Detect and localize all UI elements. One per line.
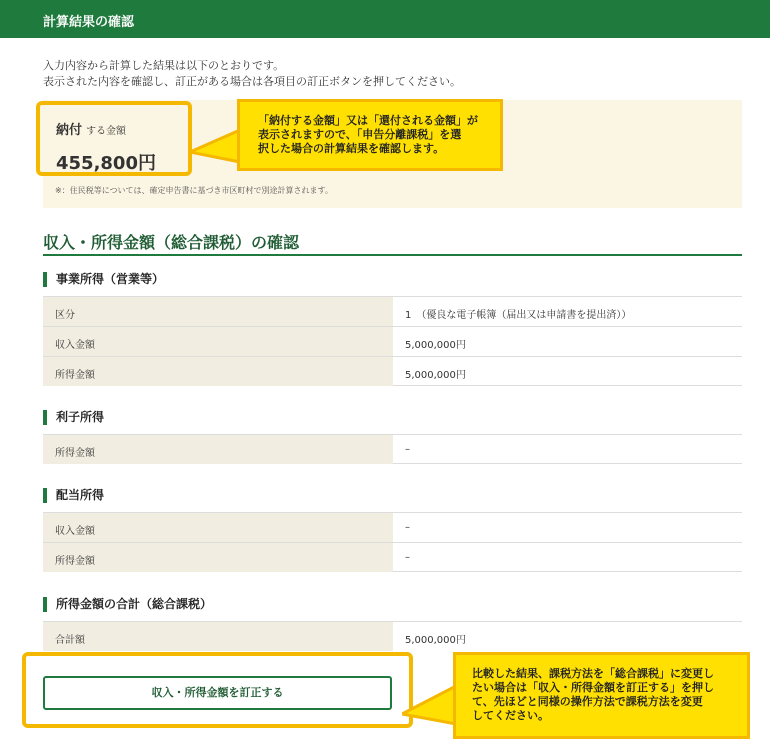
row-label: 区分	[43, 297, 393, 326]
row-label: 収入金額	[43, 513, 393, 542]
row-label: 所得金額	[43, 435, 393, 464]
intro-text	[43, 58, 461, 90]
row-value: –	[405, 444, 410, 455]
callout-top-line-3: 択した場合の計算結果を確認します。	[258, 142, 445, 155]
group-title-business: 事業所得（営業等）	[43, 272, 164, 287]
callout-top	[237, 99, 503, 171]
table-row	[43, 542, 742, 572]
table-row	[43, 621, 742, 651]
row-label: 合計額	[43, 622, 393, 651]
callout-bottom-line-2: たい場合は「収入・所得金額を訂正する」を押し	[472, 681, 714, 694]
group-title-interest: 利子所得	[43, 410, 104, 425]
group-title-dividend: 配当所得	[43, 488, 104, 503]
table-row	[43, 326, 742, 356]
tax-note: ※：住民税等については、確定申告書に基づき市区町村で別途計算されます。	[55, 186, 333, 195]
callout-bottom-line-1: 比較した結果、課税方法を「総合課税」に変更し	[472, 667, 714, 680]
row-label: 収入金額	[43, 327, 393, 356]
callout-bottom-line-4: してください。	[472, 709, 549, 722]
row-value: –	[405, 522, 410, 533]
callout-bottom-line-3: て、先ほどと同様の操作方法で課税方法を変更	[472, 695, 703, 708]
page-header	[0, 0, 770, 38]
amount-label	[56, 119, 126, 138]
correct-income-button[interactable]: 収入・所得金額を訂正する	[43, 676, 392, 710]
row-value: 5,000,000円	[405, 635, 466, 646]
amount-label-main: 納付	[56, 123, 83, 138]
amount-label-sub: する金額	[86, 126, 127, 137]
table-row	[43, 434, 742, 464]
callout-top-line-2: 表示されますので、「申告分離課税」を選	[258, 128, 462, 141]
callout-top-tail	[190, 128, 242, 168]
group-title-total: 所得金額の合計（総合課税）	[43, 597, 212, 612]
section-title: 収入・所得金額（総合課税）の確認	[43, 230, 742, 256]
table-row	[43, 296, 742, 326]
amount-box	[36, 101, 192, 176]
intro-line-1: 入力内容から計算した結果は以下のとおりです。	[43, 59, 285, 72]
row-value: 5,000,000円	[405, 340, 466, 351]
intro-line-2: 表示された内容を確認し、訂正がある場合は各項目の訂正ボタンを押してください。	[43, 75, 461, 88]
row-value: –	[405, 552, 410, 563]
row-value: 5,000,000円	[405, 370, 466, 381]
callout-top-line-1: 「納付する金額」又は「還付される金額」が	[258, 114, 478, 127]
page-title: 計算結果の確認	[43, 15, 135, 30]
callout-bottom	[453, 652, 750, 739]
row-value: 1 （優良な電子帳簿（届出又は申請書を提出済））	[405, 310, 632, 321]
amount-value: 455,800円	[56, 153, 156, 174]
row-label: 所得金額	[43, 543, 393, 572]
row-label: 所得金額	[43, 357, 393, 386]
table-row	[43, 356, 742, 386]
table-row	[43, 512, 742, 542]
callout-bottom-tail	[402, 684, 458, 728]
